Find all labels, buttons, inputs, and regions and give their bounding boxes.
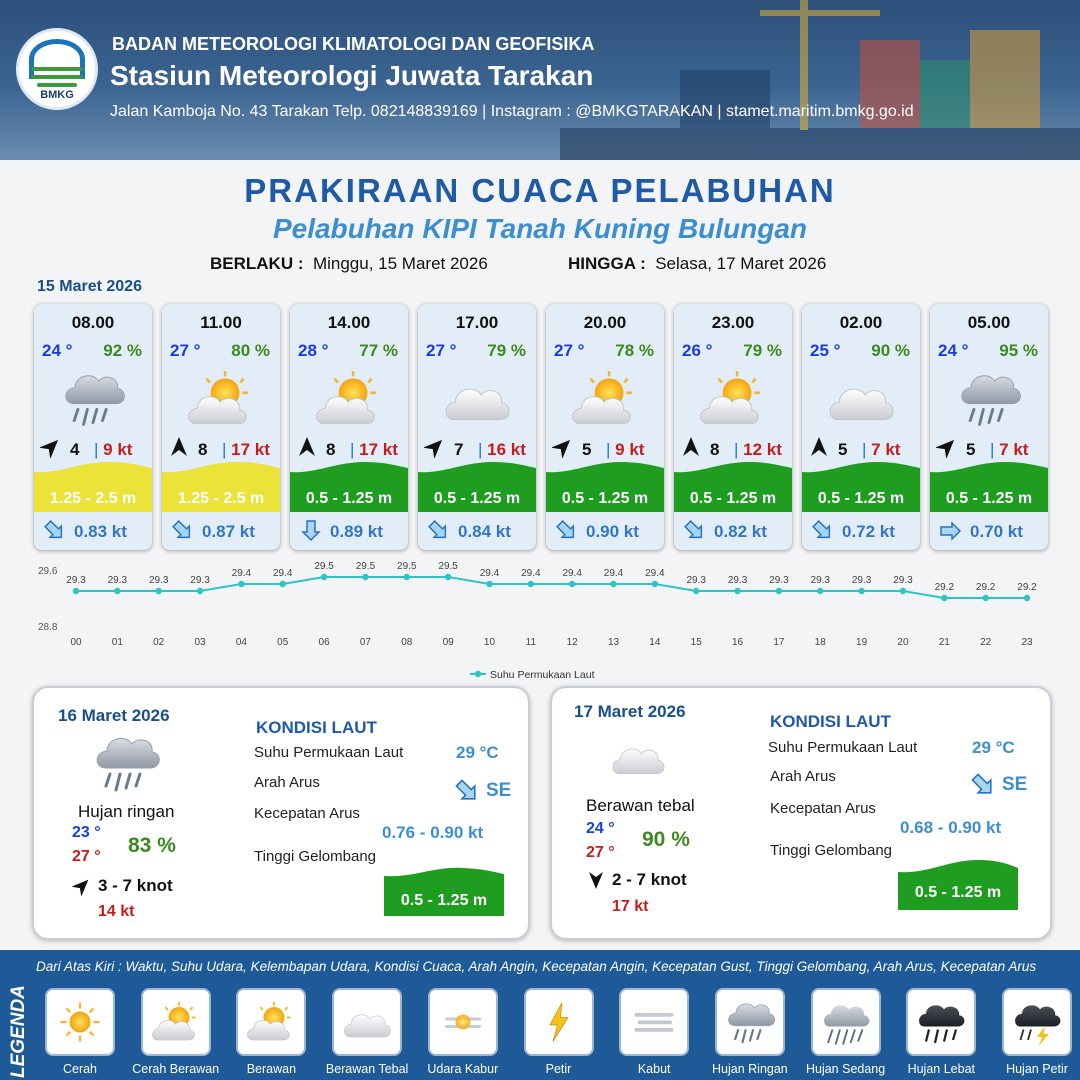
wave-height-value: 0.5 - 1.25 m — [914, 884, 1002, 901]
legend-item — [811, 988, 881, 1056]
sst-label: Suhu Permukaan Laut — [254, 744, 404, 761]
legend-item-label: Hujan Petir — [1006, 1062, 1068, 1076]
wave-height: 0.5 - 1.25 m — [689, 490, 777, 507]
wave-height: 0.5 - 1.25 m — [433, 490, 521, 507]
daily-date: 17 Maret 2026 — [574, 702, 686, 721]
sst-data-point — [982, 595, 988, 601]
x-tick-label: 00 — [70, 637, 82, 648]
legend-item-label: Kabut — [637, 1062, 671, 1076]
sst-chart — [30, 558, 1050, 686]
current-speed-value: 0.76 - 0.90 kt — [382, 823, 484, 842]
current-direction-value: SE — [1002, 774, 1028, 795]
x-tick-label: 09 — [442, 637, 454, 648]
forecast-time: 23.00 — [711, 313, 755, 332]
forecast-time: 11.00 — [200, 313, 242, 332]
wave-height: 1.25 - 2.5 m — [49, 490, 137, 507]
x-tick-label: 02 — [153, 637, 165, 648]
sst-data-label: 29.3 — [810, 575, 830, 586]
x-tick-label: 05 — [277, 637, 289, 648]
humidity: 95 % — [999, 341, 1038, 360]
partly-cloudy-icon — [184, 366, 258, 432]
sst-data-label: 29.3 — [107, 575, 128, 586]
legend-item-label: Berawan — [246, 1062, 297, 1076]
sunny-cloudy-icon — [312, 366, 386, 432]
x-tick-label: 11 — [525, 637, 537, 648]
legend-item — [428, 988, 498, 1056]
sst-data-label: 29.3 — [893, 575, 913, 586]
current-speed-value: 0.68 - 0.90 kt — [900, 818, 1002, 837]
sst-data-point — [362, 574, 368, 580]
current-direction-icon — [428, 520, 450, 542]
x-tick-label: 18 — [814, 637, 826, 648]
air-temperature: 25 ° — [810, 341, 841, 360]
x-tick-label: 10 — [483, 637, 496, 648]
sst-data-label: 29.5 — [397, 561, 417, 572]
legend-item — [45, 988, 115, 1056]
legend-title — [3, 960, 31, 1080]
wind-speed: 4 — [70, 440, 80, 459]
air-temperature: 26 ° — [682, 341, 713, 360]
svg-text:LEGENDA: LEGENDA — [8, 985, 29, 1078]
sst-label: Suhu Permukaan Laut — [768, 739, 918, 756]
port-name: Pelabuhan KIPI Tanah Kuning Bulungan — [272, 213, 808, 244]
legend-item — [236, 988, 306, 1056]
daily-gust: 14 kt — [98, 903, 135, 920]
legend-item-label: Cerah — [62, 1062, 98, 1076]
sst-data-point — [238, 581, 244, 587]
gust-speed: | 17 kt — [350, 440, 398, 459]
hourly-card — [418, 304, 536, 550]
legend-item — [141, 988, 211, 1056]
sst-data-label: 29.3 — [66, 575, 86, 586]
humidity: 77 % — [359, 341, 398, 360]
wave-height: 0.5 - 1.25 m — [945, 490, 1033, 507]
rain-light-icon — [56, 366, 130, 432]
humidity: 90 % — [871, 341, 910, 360]
current-direction-icon — [172, 520, 194, 542]
sea-condition-title: KONDISI LAUT — [256, 718, 377, 737]
wind-speed: 5 — [582, 440, 592, 459]
daily-temp-min: 23 ° — [72, 824, 101, 841]
current-speed: 0.72 kt — [842, 522, 895, 541]
legend-item-label: Udara Kabur — [427, 1062, 499, 1076]
wave-height: 1.25 - 2.5 m — [177, 490, 265, 507]
wind-direction-icon — [936, 436, 958, 458]
sst-data-label: 29.4 — [562, 568, 582, 579]
legend-item-label: Hujan Lebat — [907, 1062, 975, 1076]
wind-direction-icon — [40, 436, 62, 458]
sst-data-point — [610, 581, 616, 587]
x-tick-label: 16 — [732, 637, 744, 648]
legend-item — [715, 988, 785, 1056]
partly-cloudy-icon — [149, 996, 203, 1048]
sst-data-point — [776, 588, 782, 594]
current-direction-icon — [44, 520, 66, 542]
hourly-card — [162, 304, 280, 550]
sst-data-point — [114, 588, 120, 594]
hourly-card — [290, 304, 408, 550]
wind-speed: 7 — [454, 440, 464, 459]
rain-heavy-icon — [914, 996, 968, 1048]
current-direction-label: Arah Arus — [254, 774, 320, 791]
legend-item-label: Hujan Sedang — [805, 1062, 886, 1076]
gust-speed: | 7 kt — [990, 440, 1029, 459]
x-tick-label: 15 — [690, 637, 702, 648]
current-speed: 0.89 kt — [330, 522, 383, 541]
legend-item-label: Berawan Tebal — [325, 1062, 409, 1076]
daily-temp-max: 27 ° — [72, 848, 101, 865]
partly-cloudy-icon — [568, 366, 642, 432]
current-direction-icon — [970, 772, 996, 798]
wind-speed: 5 — [838, 440, 848, 459]
hourly-card — [802, 304, 920, 550]
air-temperature: 24 ° — [938, 341, 969, 360]
sst-data-point — [1024, 595, 1030, 601]
sst-data-label: 29.2 — [1017, 582, 1037, 593]
daily-condition: Berawan tebal — [586, 796, 695, 815]
sst-data-point — [652, 581, 658, 587]
agency-name: BADAN METEOROLOGI KLIMATOLOGI DAN GEOFISIKA — [112, 34, 595, 54]
wave-height-label: Tinggi Gelombang — [770, 842, 893, 859]
sst-data-point — [197, 588, 203, 594]
cloudy-icon — [244, 996, 298, 1048]
sst-data-label: 29.5 — [438, 561, 458, 572]
legend-item — [524, 988, 594, 1056]
forecast-time: 14.00 — [327, 313, 371, 332]
hourly-card — [34, 304, 152, 550]
sst-data-point — [73, 588, 79, 594]
partly-cloudy-icon — [696, 366, 770, 432]
daily-condition: Hujan ringan — [78, 802, 175, 821]
legend-item — [332, 988, 402, 1056]
sst-data-label: 29.4 — [645, 568, 665, 579]
wave-height-label: Tinggi Gelombang — [254, 848, 377, 865]
forecast-time: 20.00 — [583, 313, 627, 332]
sst-data-point — [321, 574, 327, 580]
x-tick-label: 14 — [649, 637, 661, 648]
sst-data-point — [404, 574, 410, 580]
daily-date: 16 Maret 2026 — [58, 706, 170, 725]
sst-data-label: 29.3 — [851, 575, 872, 586]
current-speed: 0.82 kt — [714, 522, 767, 541]
daily-temp-max: 27 ° — [586, 844, 615, 861]
sst-data-label: 29.2 — [934, 582, 955, 593]
x-tick-label: 17 — [773, 637, 785, 648]
overcast-icon — [440, 366, 514, 432]
sst-data-point — [734, 588, 740, 594]
station-name: Stasiun Meteorologi Juwata Tarakan — [110, 60, 594, 91]
page-title: PRAKIRAAN CUACA PELABUHAN — [244, 172, 836, 209]
legend-marker — [475, 671, 481, 677]
thunderstorm-icon — [1010, 996, 1064, 1048]
hourly-card — [546, 304, 664, 550]
air-temperature: 27 ° — [170, 341, 201, 360]
humidity: 80 % — [231, 341, 270, 360]
sst-value: 29 °C — [456, 743, 499, 762]
wind-direction-icon — [424, 436, 446, 458]
sst-data-label: 29.3 — [190, 575, 210, 586]
current-direction-value: SE — [486, 780, 512, 801]
y-tick-label: 28.8 — [38, 622, 58, 633]
valid-until: HINGGA : Selasa, 17 Maret 2026 — [568, 254, 827, 273]
wind-direction-icon — [680, 436, 702, 458]
current-direction-icon — [300, 520, 322, 542]
sst-data-label: 29.2 — [975, 582, 996, 593]
current-speed: 0.84 kt — [458, 522, 511, 541]
x-tick-label: 01 — [111, 637, 123, 648]
haze-icon — [436, 996, 490, 1048]
x-tick-label: 19 — [856, 637, 868, 648]
air-temperature: 28 ° — [298, 341, 329, 360]
current-speed-label: Kecepatan Arus — [254, 805, 360, 822]
rain-light-icon — [723, 996, 777, 1048]
sst-data-point — [941, 595, 947, 601]
wave-height: 0.5 - 1.25 m — [561, 490, 649, 507]
forecast-time: 02.00 — [839, 313, 883, 332]
overcast-icon — [608, 732, 668, 782]
humidity: 79 % — [487, 341, 526, 360]
legend-item — [619, 988, 689, 1056]
sst-data-label: 29.3 — [727, 575, 748, 586]
wind-direction-icon — [296, 436, 318, 458]
sst-data-label: 29.3 — [769, 575, 789, 586]
wind-speed: 8 — [198, 440, 208, 459]
wind-direction-icon — [552, 436, 574, 458]
daily-panel-16 — [32, 686, 530, 940]
current-speed: 0.70 kt — [970, 522, 1023, 541]
overcast-icon — [340, 996, 394, 1048]
x-tick-label: 20 — [897, 637, 909, 648]
legend-item — [1002, 988, 1072, 1056]
daily-humidity: 90 % — [642, 828, 690, 851]
legend-item — [906, 988, 976, 1056]
sst-data-point — [569, 581, 575, 587]
x-tick-label: 23 — [1021, 637, 1033, 648]
sea-condition-title: KONDISI LAUT — [770, 712, 891, 731]
humidity: 92 % — [103, 341, 142, 360]
daily-temp-min: 24 ° — [586, 820, 615, 837]
wave-height: 0.5 - 1.25 m — [817, 490, 905, 507]
gust-speed: | 9 kt — [606, 440, 645, 459]
sst-data-point — [445, 574, 451, 580]
wave-height: 0.5 - 1.25 m — [305, 490, 393, 507]
legend — [0, 950, 1080, 1080]
x-tick-label: 12 — [566, 637, 578, 648]
current-speed: 0.87 kt — [202, 522, 255, 541]
fog-icon — [627, 996, 681, 1048]
air-temperature: 24 ° — [42, 341, 73, 360]
hourly-card — [930, 304, 1048, 550]
lightning-icon — [532, 996, 586, 1048]
gust-speed: | 12 kt — [734, 440, 782, 459]
wind-direction-icon — [586, 870, 606, 890]
wind-speed: 5 — [966, 440, 976, 459]
current-direction-icon — [940, 520, 962, 542]
daily-panel-17 — [550, 686, 1052, 940]
rain-light-icon — [90, 728, 162, 798]
forecast-time: 08.00 — [71, 313, 115, 332]
bmkg-logo: BMKG — [16, 28, 98, 110]
sst-data-label: 29.5 — [314, 561, 334, 572]
humidity: 79 % — [743, 341, 782, 360]
air-temperature: 27 ° — [554, 341, 585, 360]
hourly-forecast-cards — [34, 304, 1054, 552]
y-tick-label: 29.6 — [38, 566, 58, 577]
daily-gust: 17 kt — [612, 898, 649, 915]
wind-speed: 8 — [710, 440, 720, 459]
sst-data-label: 29.4 — [479, 568, 500, 579]
legend-series-name: Suhu Permukaan Laut — [490, 669, 595, 681]
wind-direction-icon — [168, 436, 190, 458]
port-illustration — [560, 0, 1080, 160]
sst-data-label: 29.3 — [148, 575, 169, 586]
x-tick-label: 21 — [938, 637, 950, 648]
hourly-card — [674, 304, 792, 550]
sst-data-point — [280, 581, 286, 587]
sst-series-line — [76, 577, 1027, 598]
current-speed: 0.83 kt — [74, 522, 127, 541]
wave-height-value: 0.5 - 1.25 m — [400, 892, 488, 909]
daily-wind: 2 - 7 knot — [612, 870, 687, 889]
gust-speed: | 16 kt — [478, 440, 526, 459]
header-banner — [0, 0, 1080, 160]
current-direction-icon — [454, 778, 480, 804]
sun-icon — [53, 996, 107, 1048]
sst-data-point — [817, 588, 823, 594]
current-direction-icon — [812, 520, 834, 542]
contact-info: Jalan Kamboja No. 43 Tarakan Telp. 082148839169 | Instagram : @BMKGTARAKAN | stamet.maritim.bmkg.go.id — [110, 103, 914, 120]
sst-data-label: 29.4 — [273, 568, 293, 579]
current-direction-label: Arah Arus — [770, 768, 836, 785]
gust-speed: | 17 kt — [222, 440, 270, 459]
sst-data-point — [528, 581, 534, 587]
wind-speed: 8 — [326, 440, 336, 459]
legend-note: Dari Atas Kiri : Waktu, Suhu Udara, Kelembapan Udara, Kondisi Cuaca, Arah Angin, Kecepatan Angin, Kecepatan Gust, Tinggi Gelombang, Arah Arus, Kecepatan Arus — [36, 959, 1037, 974]
current-speed-label: Kecepatan Arus — [770, 800, 876, 817]
sst-data-point — [486, 581, 492, 587]
forecast-time: 17.00 — [455, 313, 499, 332]
sst-data-point — [693, 588, 699, 594]
daily-humidity: 83 % — [128, 834, 176, 857]
x-tick-label: 13 — [607, 637, 620, 648]
gust-speed: | 9 kt — [94, 440, 133, 459]
x-tick-label: 07 — [359, 637, 371, 648]
x-tick-label: 22 — [980, 637, 992, 648]
sst-data-label: 29.4 — [521, 568, 541, 579]
day-date-label: 15 Maret 2026 — [37, 278, 142, 295]
sst-data-label: 29.4 — [603, 568, 624, 579]
wind-direction-icon — [72, 876, 92, 896]
sst-data-point — [155, 588, 161, 594]
x-tick-label: 06 — [318, 637, 330, 648]
daily-wind: 3 - 7 knot — [98, 876, 173, 895]
current-speed: 0.90 kt — [586, 522, 639, 541]
current-direction-icon — [556, 520, 578, 542]
overcast-icon — [824, 366, 898, 432]
sst-data-label: 29.4 — [231, 568, 252, 579]
x-tick-label: 03 — [194, 637, 206, 648]
x-tick-label: 08 — [401, 637, 413, 648]
valid-from: BERLAKU : Minggu, 15 Maret 2026 — [210, 254, 488, 273]
sst-value: 29 °C — [972, 738, 1015, 757]
rain-light-icon — [952, 366, 1026, 432]
sst-data-label: 29.3 — [686, 575, 706, 586]
sst-data-label: 29.5 — [355, 561, 376, 572]
rain-moderate-icon — [819, 996, 873, 1048]
air-temperature: 27 ° — [426, 341, 457, 360]
legend-item-label: Hujan Ringan — [712, 1062, 788, 1076]
legend-item-label: Cerah Berawan — [132, 1062, 220, 1076]
sst-data-point — [900, 588, 906, 594]
sst-data-point — [858, 588, 864, 594]
humidity: 78 % — [615, 341, 654, 360]
wind-direction-icon — [808, 436, 830, 458]
gust-speed: | 7 kt — [862, 440, 901, 459]
forecast-time: 05.00 — [967, 313, 1011, 332]
legend-item-label: Petir — [545, 1062, 572, 1076]
current-direction-icon — [684, 520, 706, 542]
x-tick-label: 04 — [235, 637, 247, 648]
